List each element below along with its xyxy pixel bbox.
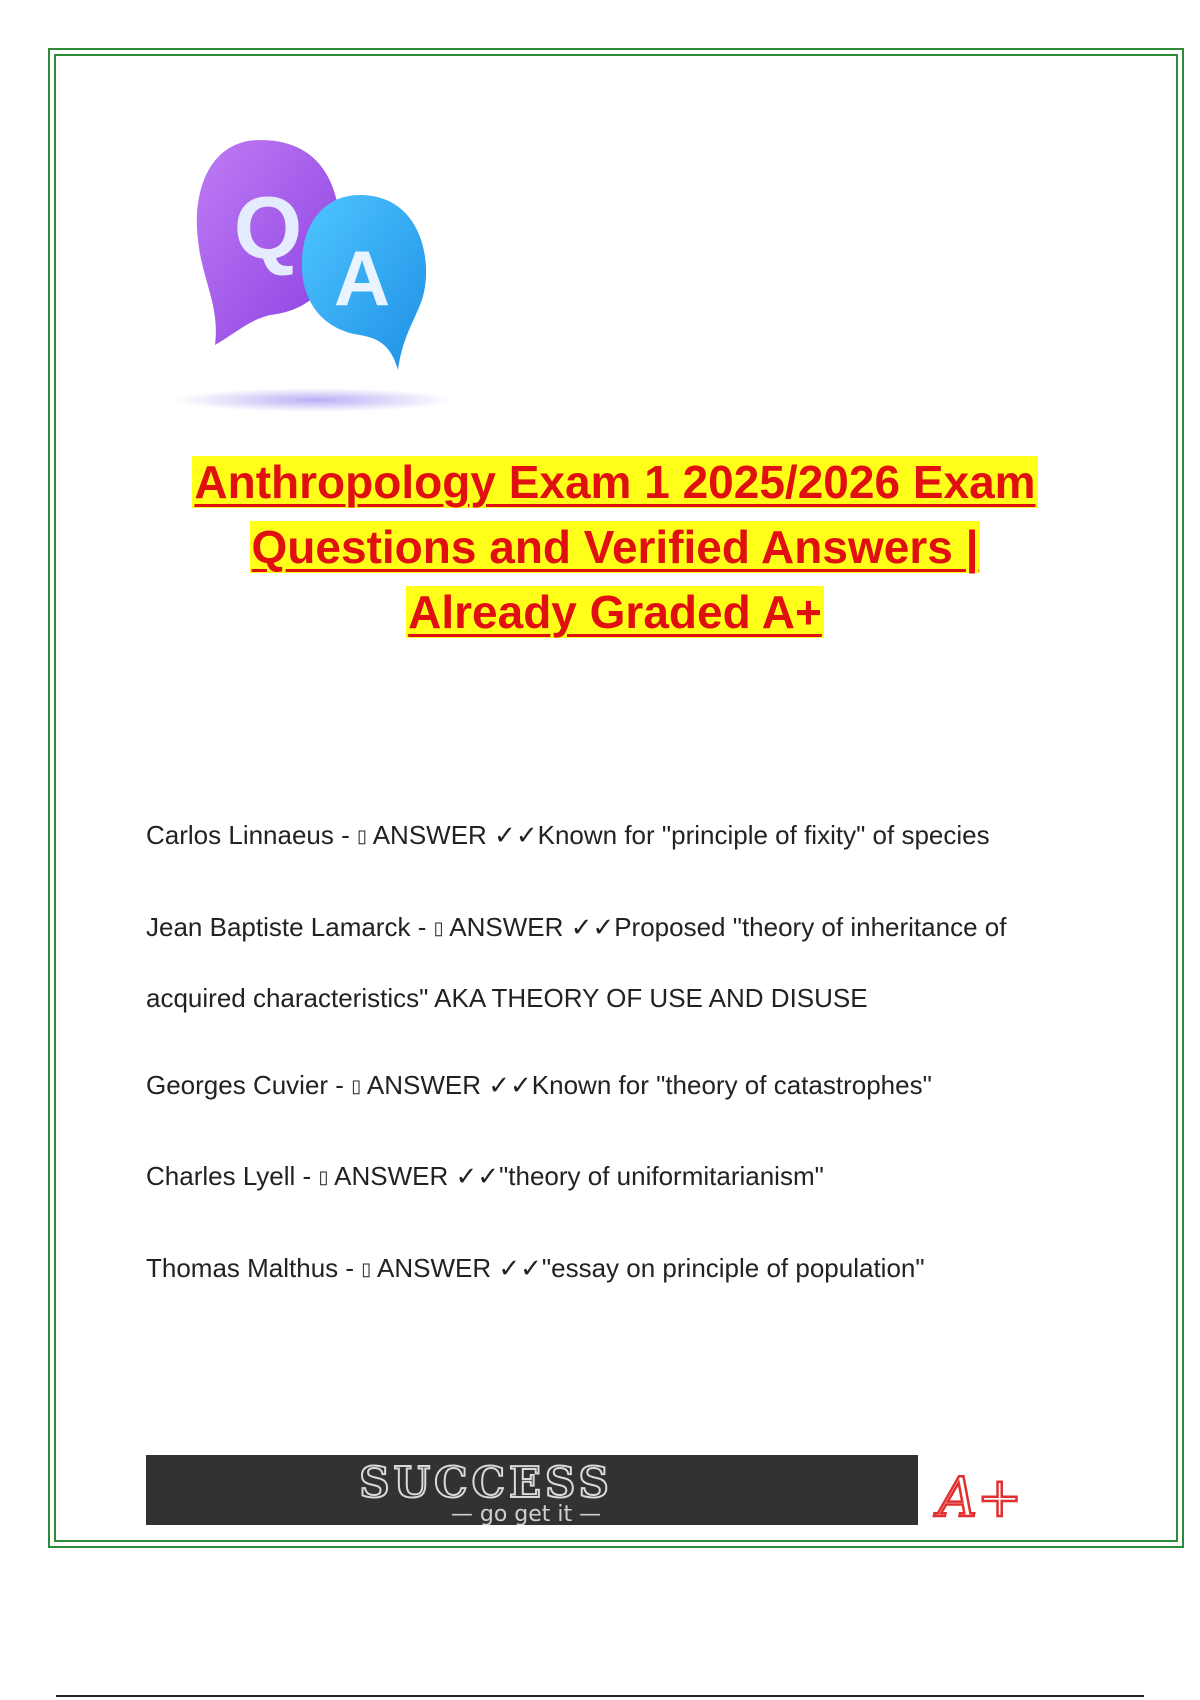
- logo-q-letter: Q: [233, 178, 303, 277]
- qa-term: Carlos Linnaeus: [146, 820, 334, 850]
- title-line-3: Already Graded A+: [408, 586, 822, 638]
- success-banner: [146, 1455, 918, 1525]
- title-line-2: Questions and Verified Answers |: [251, 521, 979, 573]
- banner-tagline: — go get it —: [450, 1502, 602, 1525]
- qa-item-lyell: Charles Lyell - ▯ ANSWER ✓✓"theory of uniformitarianism": [146, 1161, 824, 1191]
- grade-mark: [930, 1460, 1070, 1530]
- qa-answer: Known for "theory of catastrophes": [531, 1070, 932, 1100]
- a-bubble-icon: [302, 195, 426, 370]
- qa-answer: "theory of uniformitarianism": [499, 1161, 824, 1191]
- answer-label: ANSWER ✓✓: [371, 1253, 542, 1283]
- title-line-1: Anthropology Exam 1 2025/2026 Exam: [194, 456, 1036, 508]
- missing-glyph-icon: ▯: [318, 1167, 329, 1187]
- answer-label: ANSWER ✓✓: [328, 1161, 500, 1191]
- missing-glyph-icon: ▯: [361, 1259, 372, 1279]
- qa-answer: Known for "principle of fixity" of species: [537, 820, 990, 850]
- qa-answer: Proposed "theory of inheritance of acquired characteristics" AKA THEORY OF USE AND DISUSE: [146, 912, 1007, 1013]
- qa-answer: "essay on principle of population": [541, 1253, 925, 1283]
- missing-glyph-icon: ▯: [433, 918, 444, 938]
- logo-a-letter: A: [333, 234, 391, 322]
- document-title: [120, 450, 1110, 645]
- footer-rule: [56, 1695, 1144, 1697]
- qa-logo: [150, 80, 480, 420]
- qa-term: Charles Lyell: [146, 1161, 296, 1191]
- qa-item-linnaeus: Carlos Linnaeus - ▯ ANSWER ✓✓Known for "principle of fixity" of species: [146, 820, 990, 850]
- qa-term: Jean Baptiste Lamarck: [146, 912, 411, 942]
- grade-text: A+: [938, 1466, 1023, 1529]
- banner-headline: SUCCESS: [359, 1458, 613, 1507]
- answer-label: ANSWER ✓✓: [361, 1070, 532, 1100]
- missing-glyph-icon: ▯: [351, 1076, 362, 1096]
- qa-item-lamarck: Jean Baptiste Lamarck - ▯ ANSWER ✓✓Proposed "theory of inheritance of acquired characteristics" AKA THEORY OF USE AND DISUSE: [146, 912, 1007, 1013]
- qa-item-cuvier: Georges Cuvier - ▯ ANSWER ✓✓Known for "theory of catastrophes": [146, 1070, 932, 1100]
- answer-label: ANSWER ✓✓: [443, 912, 615, 942]
- missing-glyph-icon: ▯: [357, 826, 367, 846]
- qa-item-malthus: Thomas Malthus - ▯ ANSWER ✓✓"essay on principle of population": [146, 1253, 925, 1283]
- answer-label: ANSWER ✓✓: [366, 820, 538, 850]
- qa-term: Thomas Malthus: [146, 1253, 339, 1283]
- qa-term: Georges Cuvier: [146, 1070, 329, 1100]
